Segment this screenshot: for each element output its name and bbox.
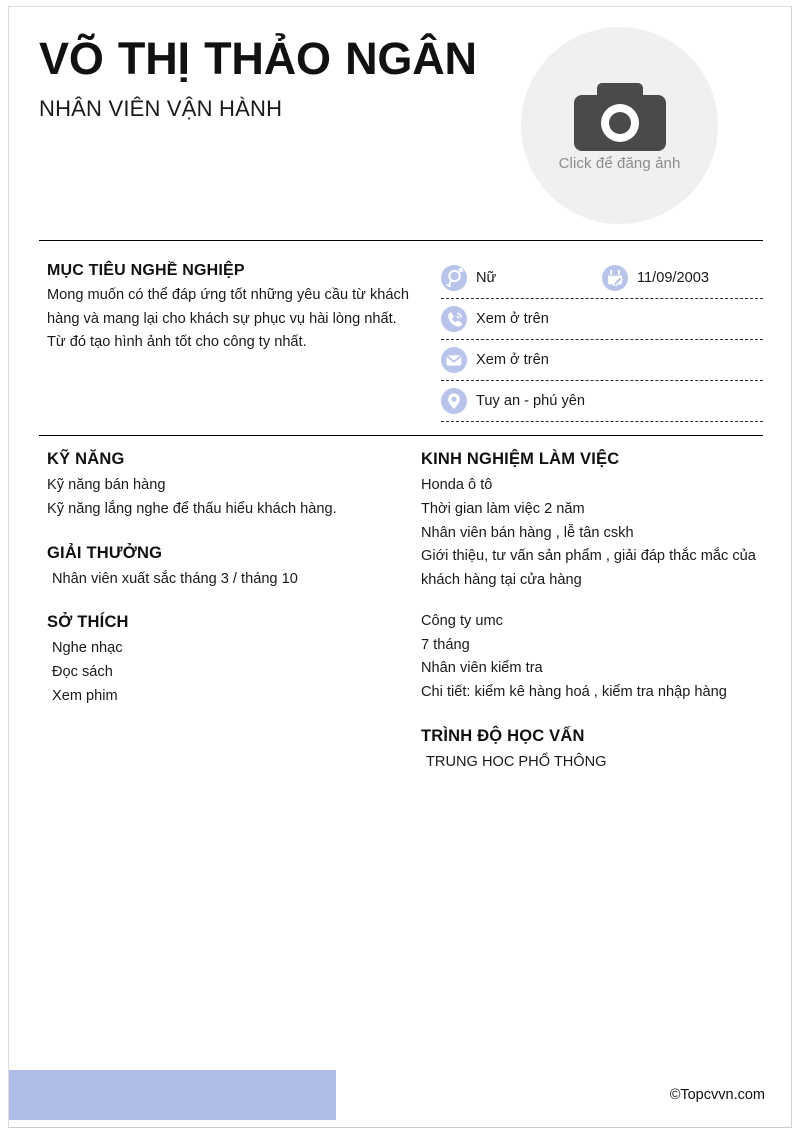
hobbies-item[interactable]: Nghe nhạc	[52, 640, 123, 657]
contact-block	[441, 258, 763, 422]
experience-duration[interactable]: 7 tháng	[421, 636, 470, 653]
footer-credit: ©Topcvvn.com	[669, 1087, 765, 1103]
phone-value: Xem ở trên	[476, 311, 549, 327]
hobbies-section	[47, 613, 417, 708]
birthday-value: 11/09/2003	[637, 270, 709, 286]
divider-middle	[39, 435, 763, 436]
contact-field-birthday[interactable]	[602, 265, 763, 291]
camera-icon	[572, 79, 668, 151]
full-name[interactable]: VÕ THỊ THẢO NGÂN	[39, 33, 477, 84]
contact-field-gender[interactable]	[441, 265, 602, 291]
experience-section	[421, 450, 769, 705]
education-section	[421, 727, 769, 775]
education-title: TRÌNH ĐỘ HỌC VẤN	[421, 727, 585, 746]
cv-sheet	[8, 6, 792, 1128]
cv-header	[9, 7, 793, 229]
name-block	[39, 33, 509, 122]
experience-details[interactable]: Giới thiệu, tư vấn sản phẩm , giải đáp thắc mắc của khách hàng tại cửa hàng	[421, 548, 756, 589]
skills-title: KỸ NĂNG	[47, 450, 125, 468]
skills-item[interactable]: Kỹ năng bán hàng	[47, 477, 166, 493]
address-value: Tuy an - phú yên	[476, 393, 585, 409]
experience-role[interactable]: Nhân viên kiểm tra	[421, 660, 543, 677]
experience-title: KINH NGHIỆM LÀM VIỆC	[421, 450, 620, 468]
contact-field-phone[interactable]	[441, 306, 763, 332]
education-item[interactable]: TRUNG HOC PHỔ THÔNG	[426, 754, 607, 771]
awards-section	[47, 544, 417, 592]
contact-row-address[interactable]	[441, 381, 763, 422]
location-pin-icon	[441, 388, 467, 414]
divider-top	[39, 240, 763, 241]
objective-text[interactable]: Mong muốn có thể đáp ứng tốt những yêu cầu từ khách hàng và mang lại cho khách sự phục vụ hài lòng nhất. Từ đó tạo hình ảnh tốt cho công ty nhất.	[47, 287, 409, 351]
awards-title: GIẢI THƯỞNG	[47, 543, 163, 562]
job-title[interactable]: NHÂN VIÊN VẬN HÀNH	[39, 95, 283, 121]
hobbies-item[interactable]: Xem phim	[52, 687, 118, 704]
skills-section	[47, 450, 417, 522]
experience-role[interactable]: Nhân viên bán hàng , lễ tân cskh	[421, 524, 634, 541]
footer-accent-bar	[9, 1070, 336, 1120]
photo-upload-label: Click để đăng ảnh	[558, 155, 681, 172]
contact-field-email[interactable]	[441, 347, 763, 373]
contact-row-email[interactable]	[441, 340, 763, 381]
skills-item[interactable]: Kỹ năng lắng nghe để thấu hiểu khách hàng.	[47, 500, 337, 517]
objective-title: MỤC TIÊU NGHỀ NGHIỆP	[47, 262, 245, 279]
gender-icon	[441, 265, 467, 291]
photo-upload-area[interactable]	[521, 27, 718, 224]
phone-icon	[441, 306, 467, 332]
objective-section	[47, 262, 417, 355]
left-column	[47, 450, 417, 709]
experience-duration[interactable]: Thời gian làm việc 2 năm	[421, 500, 585, 517]
hobbies-title: SỞ THÍCH	[47, 613, 129, 632]
experience-details[interactable]: Chi tiết: kiểm kê hàng hoá , kiểm tra nhập hàng	[421, 684, 727, 701]
contact-field-address[interactable]	[441, 388, 763, 414]
experience-company[interactable]: Công ty umc	[421, 612, 503, 629]
experience-entry	[421, 474, 769, 593]
hobbies-item[interactable]: Đọc sách	[52, 664, 113, 681]
contact-row-gender-birthday	[441, 258, 763, 299]
envelope-icon	[441, 347, 467, 373]
contact-row-phone[interactable]	[441, 299, 763, 340]
awards-item[interactable]: Nhân viên xuất sắc tháng 3 / tháng 10	[52, 570, 298, 587]
experience-company[interactable]: Honda ô tô	[421, 477, 493, 493]
email-value: Xem ở trên	[476, 352, 549, 368]
experience-entry	[421, 610, 769, 705]
gender-value: Nữ	[476, 270, 497, 286]
right-column	[421, 450, 769, 775]
calendar-icon	[602, 265, 628, 291]
